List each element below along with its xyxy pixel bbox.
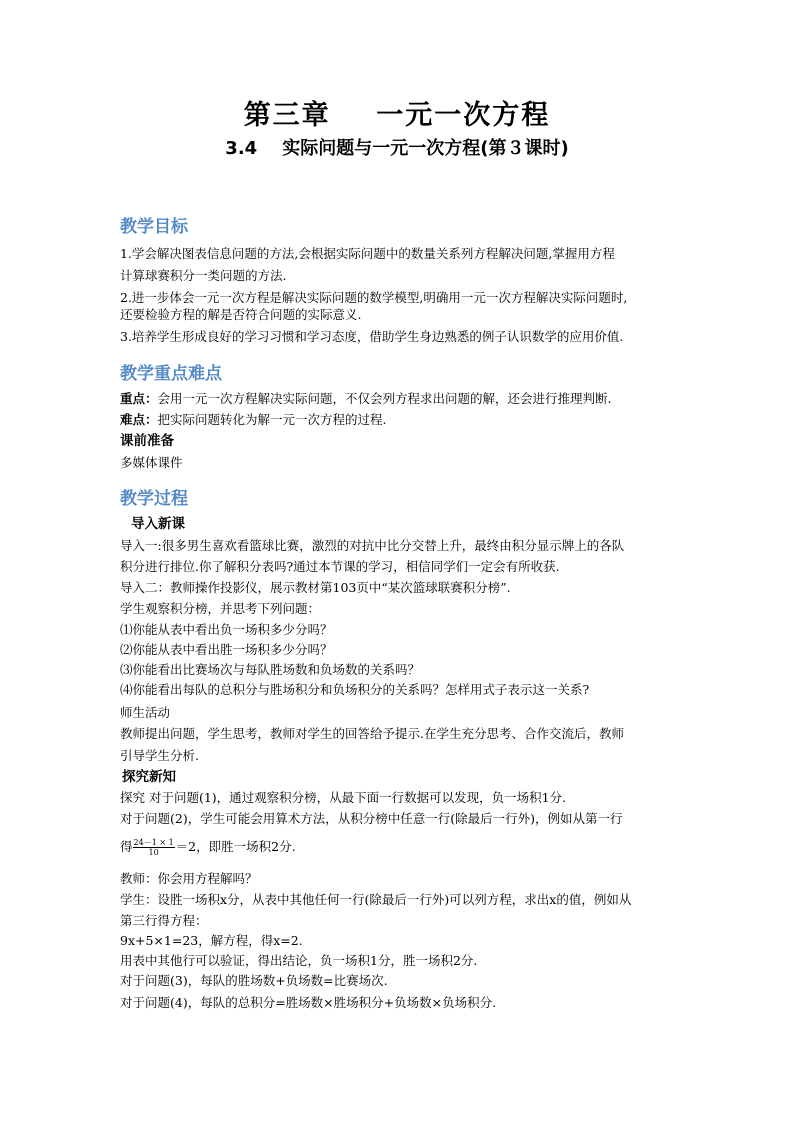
- equation: 9x+5×1=23，解方程，得x=2.: [120, 933, 303, 948]
- objective-2-line-2: 还要检验方程的解是否符合问题的实际意义.: [120, 307, 362, 322]
- difficulty-line: [120, 412, 387, 428]
- focus-label: 重点：: [120, 391, 158, 406]
- question-3-answer: 对于问题(3)，每队的胜场数+负场数=比赛场次.: [120, 973, 388, 988]
- objective-2-line-1: 2.进一步体会一元一次方程是解决实际问题的数学模型,明确用一元一次方程解决实际问题时,: [120, 290, 628, 305]
- intro-1-line-2: 积分进行排位.你了解积分表吗?通过本节课的学习，相信同学们一定会有所收获.: [120, 559, 560, 574]
- teacher-question: 教师：你会用方程解吗？: [120, 871, 258, 886]
- objective-3-line-1: 3.培养学生形成良好的学习习惯和学习态度，借助学生身边熟悉的例子认识数学的应用价值.: [120, 329, 624, 344]
- question-3: ⑶你能看出比赛场次与每队胜场数和负场数的关系吗？: [120, 662, 421, 677]
- explore-heading: 探究新知: [122, 769, 176, 785]
- fraction-denominator: 10: [148, 848, 159, 857]
- student-line-2: 第三行得方程：: [120, 913, 208, 928]
- activity-line-1: 教师提出问题，学生思考，教师对学生的回答给予提示.在学生充分思考、合作交流后，教师: [120, 726, 624, 741]
- intro-1-line-1: 导入一:很多男生喜欢看篮球比赛，激烈的对抗中比分交替上升，最终由积分显示牌上的各队: [120, 538, 625, 553]
- fraction-suffix: ＝2，即胜一场积2分.: [175, 839, 296, 854]
- focus-text: 会用一元一次方程解决实际问题，不仅会列方程求出问题的解，还会进行推理判断.: [157, 391, 612, 406]
- lesson-title: 3.4 实际问题与一元一次方程(第３课时): [225, 138, 569, 159]
- focus-line: [120, 391, 612, 407]
- fraction-line: [120, 838, 296, 857]
- student-line-1: 学生：设胜一场积x分，从表中其他任何一行(除最后一行外)可以列方程，求出x的值，例如从: [120, 892, 632, 907]
- preparation-heading: 课前准备: [120, 433, 174, 449]
- observe-prompt: 学生观察积分榜，并思考下列问题：: [120, 601, 321, 616]
- objective-1-line-2: 计算球赛积分一类问题的方法.: [120, 268, 287, 283]
- question-4-answer: 对于问题(4)，每队的总积分=胜场数×胜场积分+负场数×负场积分.: [120, 995, 497, 1010]
- objective-1-line-1: 1.学会解决图表信息问题的方法,会根据实际问题中的数量关系列方程解决问题,掌握用方程: [120, 246, 615, 261]
- verify: 用表中其他行可以验证，得出结论，负一场积1分，胜一场积2分.: [120, 953, 478, 968]
- activity-label: 师生活动: [120, 705, 171, 720]
- fraction-prefix: 得: [120, 839, 133, 854]
- process-heading: 教学过程: [120, 489, 188, 509]
- fraction-numerator: 24－1 × 1: [133, 838, 174, 847]
- explore-2: 对于问题(2)，学生可能会用算术方法，从积分榜中任意一行(除最后一行外)，例如从第一行: [120, 811, 623, 826]
- objectives-heading: 教学目标: [120, 217, 188, 237]
- difficulty-label: 难点：: [120, 412, 158, 427]
- explore-1: 探究 对于问题(1)，通过观察积分榜，从最下面一行数据可以发现，负一场积1分.: [120, 790, 567, 805]
- activity-line-2: 引导学生分析.: [120, 748, 199, 763]
- intro-heading: 导入新课: [131, 516, 185, 532]
- intro-2: 导入二：教师操作投影仪，展示教材第103页中“某次篮球联赛积分榜”.: [120, 580, 511, 595]
- question-2: ⑵你能从表中看出胜一场积多少分吗？: [120, 642, 333, 657]
- preparation-text: 多媒体课件: [120, 455, 183, 470]
- question-1: ⑴你能从表中看出负一场积多少分吗？: [120, 622, 333, 637]
- key-points-heading: 教学重点难点: [120, 364, 222, 384]
- difficulty-text: 把实际问题转化为解一元一次方程的过程.: [157, 412, 387, 427]
- chapter-title: 第三章 一元一次方程: [243, 100, 551, 131]
- question-4: ⑷你能看出每队的总积分与胜场积分和负场积分的关系吗？怎样用式子表示这一关系?: [120, 682, 590, 697]
- fraction: [133, 838, 175, 857]
